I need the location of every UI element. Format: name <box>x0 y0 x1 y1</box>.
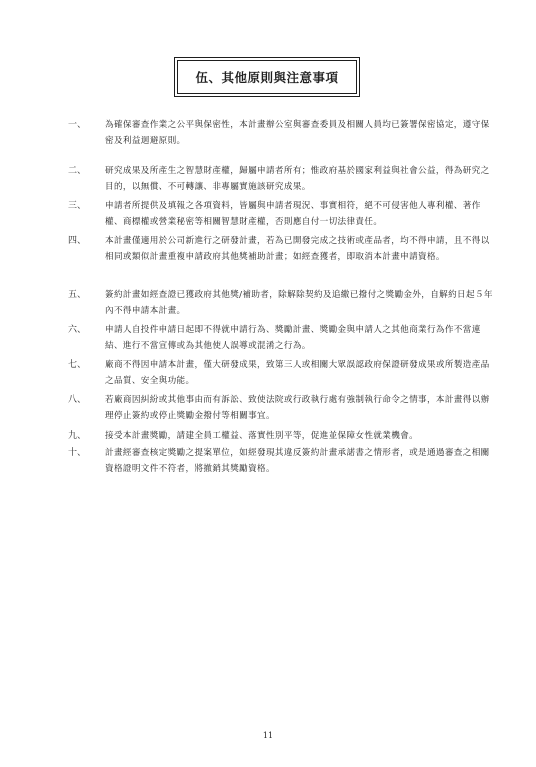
list-item <box>68 357 504 392</box>
list-item <box>68 392 504 428</box>
list-item <box>68 445 504 480</box>
list-item <box>68 428 504 445</box>
section-title-box <box>174 57 360 97</box>
item-number: 九、 <box>68 431 87 441</box>
list-item <box>68 117 504 163</box>
list-item <box>68 163 504 198</box>
list-item <box>68 322 504 357</box>
item-number: 三、 <box>68 201 87 211</box>
item-text: 申請人自投件申請日起即不得就申請行為、獎勵計畫、獎勵金與申請人之其他商業行為作不當連結、進行不當宣傳或為其他使人誤導或混淆之行為。 <box>105 325 481 351</box>
item-number: 八、 <box>68 395 87 405</box>
item-text: 簽約計畫如經查證已獲政府其他獎/補助者，除解除契約及追繳已撥付之獎勵金外，自解約日起５年內不得申請本計畫。 <box>105 290 493 316</box>
item-number: 四、 <box>68 236 87 246</box>
page-number: 11 <box>262 731 274 740</box>
item-text: 為確保審查作業之公平與保密性，本計畫辦公室與審查委員及相關人員均已簽署保密協定，遵守保密及利益迴避原則。 <box>105 120 490 146</box>
item-text: 計畫經審查核定獎勵之提案單位，如經發現其違反簽約計畫承諾書之情形者，或是通過審查之相關資格證明文件不符者，將撤銷其獎勵資格。 <box>105 448 490 474</box>
item-number: 五、 <box>68 290 87 300</box>
principles-list <box>68 117 504 480</box>
item-number: 十、 <box>68 448 87 458</box>
item-number: 六、 <box>68 325 87 335</box>
item-text: 研究成果及所產生之智慧財產權，歸屬申請者所有；惟政府基於國家利益與社會公益，得為研究之目的，以無償、不可轉讓、非專屬實施該研究成果。 <box>105 166 490 192</box>
item-number: 二、 <box>68 166 87 176</box>
item-text: 廠商不得因申請本計畫，僅大研發成果，致第三人或相關大眾誤認政府保證研發成果或所製造產品之品質、安全與功能。 <box>105 360 490 386</box>
item-text: 申請者所提供及填報之各項資料，皆屬與申請者現況、事實相符，絕不可侵害他人專利權、著作權、商標權或營業秘密等相關智慧財產權，否則應自付一切法律責任。 <box>105 201 481 227</box>
item-number: 七、 <box>68 360 87 370</box>
item-text: 若廠商因糾紛或其他事由而有訴訟、致使法院或行政執行處有強制執行命令之情事，本計畫得以辦理停止簽約或停止獎勵金撥付等相關事宜。 <box>105 395 490 421</box>
list-item <box>68 233 504 287</box>
item-text: 接受本計畫獎勵，請建全員工權益、落實性別平等，促進並保障女性就業機會。 <box>105 431 419 441</box>
list-item <box>68 198 504 233</box>
list-item <box>68 287 504 322</box>
section-title: 伍、其他原則與注意事項 <box>177 60 357 94</box>
item-text: 本計畫僅適用於公司新進行之研發計畫，若為已開發完成之技術或產品者，均不得申請，且不得以相同或類似計畫重複申請政府其他獎補助計畫；如經查獲者，即取消本計畫申請資格。 <box>105 236 490 262</box>
item-number: 一、 <box>68 120 87 130</box>
